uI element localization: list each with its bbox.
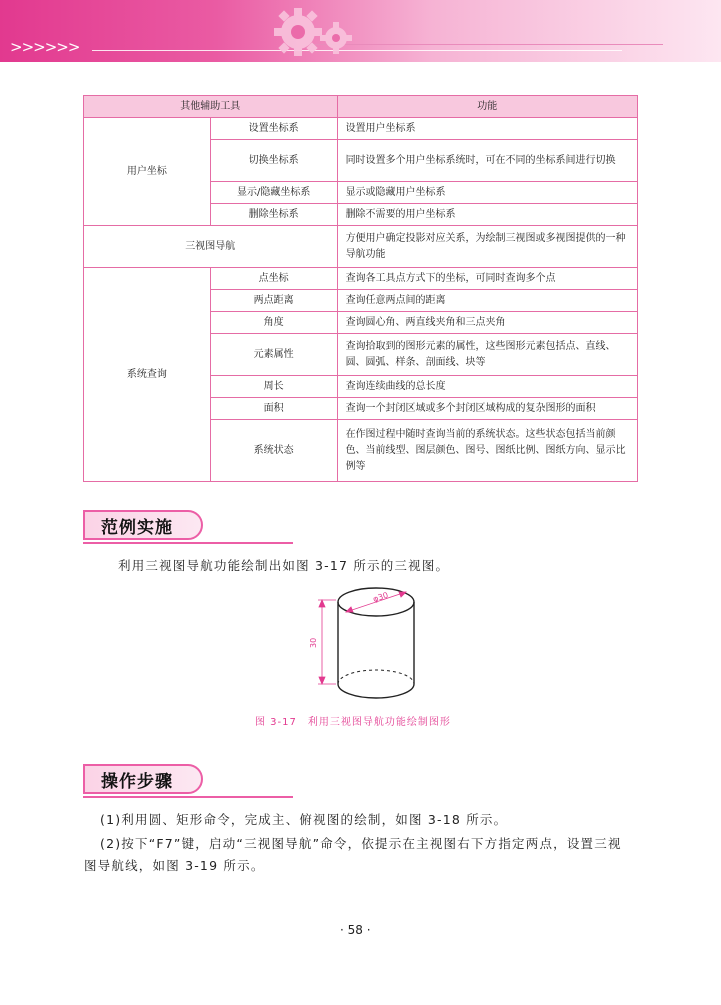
tool-name: 删除坐标系: [210, 204, 337, 226]
column-header-tool: 其他辅助工具: [84, 96, 338, 118]
tool-function: 同时设置多个用户坐标系统时，可在不同的坐标系间进行切换: [337, 140, 637, 182]
figure-caption: 图 3-17 利用三视图导航功能绘制图形: [255, 717, 451, 728]
step-2-line-2: 图导航线，如图 3-19 所示。: [84, 858, 265, 873]
tool-function: 在作图过程中随时查询当前的系统状态。这些状态包括当前颜色、当前线型、图层颜色、图号、图纸比例、图纸方向、显示比例等: [337, 420, 637, 482]
group-label-user-coords: 用户坐标: [84, 118, 211, 226]
tool-function: 删除不需要的用户坐标系: [337, 204, 637, 226]
header-banner: [0, 0, 721, 62]
tool-name: 点坐标: [210, 268, 337, 290]
table-row: [84, 268, 638, 290]
tool-function: 方便用户确定投影对应关系，为绘制三视图或多视图提供的一种导航功能: [337, 226, 637, 268]
tool-name: 元素属性: [210, 334, 337, 376]
section-tab-steps: [83, 762, 209, 798]
auxiliary-tools-table: [83, 95, 638, 482]
tool-function: 设置用户坐标系: [337, 118, 637, 140]
tool-function: 查询拾取到的图形元素的属性，这些图形元素包括点、直线、圆、圆弧、样条、剖面线、块等: [337, 334, 637, 376]
section-tab-example: [83, 508, 209, 544]
step-2-line-1: (2)按下“F7”键，启动“三视图导航”命令，依提示在主视图右下方指定两点，设置三视: [100, 836, 622, 851]
page-number: · 58 ·: [340, 923, 371, 937]
tab-underline: [83, 542, 293, 544]
group-label-view-nav: 三视图导航: [84, 226, 338, 268]
tool-function: 查询各工具点方式下的坐标，可同时查询多个点: [337, 268, 637, 290]
table-row: [84, 118, 638, 140]
cylinder-figure: [300, 578, 430, 706]
tool-function: 查询任意两点间的距离: [337, 290, 637, 312]
tool-function: 查询一个封闭区域或多个封闭区域构成的复杂图形的面积: [337, 398, 637, 420]
group-label-sys-query: 系统查询: [84, 268, 211, 482]
tool-name: 系统状态: [210, 420, 337, 482]
tool-name: 两点距离: [210, 290, 337, 312]
column-header-function: 功能: [337, 96, 637, 118]
tool-function: 查询连续曲线的总长度: [337, 376, 637, 398]
tool-name: 面积: [210, 398, 337, 420]
tool-name: 显示/隐藏坐标系: [210, 182, 337, 204]
height-label: 30: [309, 637, 318, 648]
table-header-row: [84, 96, 638, 118]
intro-paragraph: 利用三视图导航功能绘制出如图 3-17 所示的三视图。: [118, 558, 450, 573]
section-title: 范例实施: [101, 518, 173, 538]
step-1: (1)利用圆、矩形命令，完成主、俯视图的绘制，如图 3-18 所示。: [100, 812, 508, 827]
tab-underline: [83, 796, 293, 798]
tool-function: 查询圆心角、两直线夹角和三点夹角: [337, 312, 637, 334]
tool-name: 切换坐标系: [210, 140, 337, 182]
tool-function: 显示或隐藏用户坐标系: [337, 182, 637, 204]
section-title: 操作步骤: [101, 772, 173, 792]
tool-name: 设置坐标系: [210, 118, 337, 140]
diameter-label: φ30: [371, 590, 390, 604]
tool-name: 周长: [210, 376, 337, 398]
gear-icon: [268, 2, 368, 62]
table-row: [84, 226, 638, 268]
chevron-decoration: >>>>>>: [10, 38, 80, 56]
tool-name: 角度: [210, 312, 337, 334]
